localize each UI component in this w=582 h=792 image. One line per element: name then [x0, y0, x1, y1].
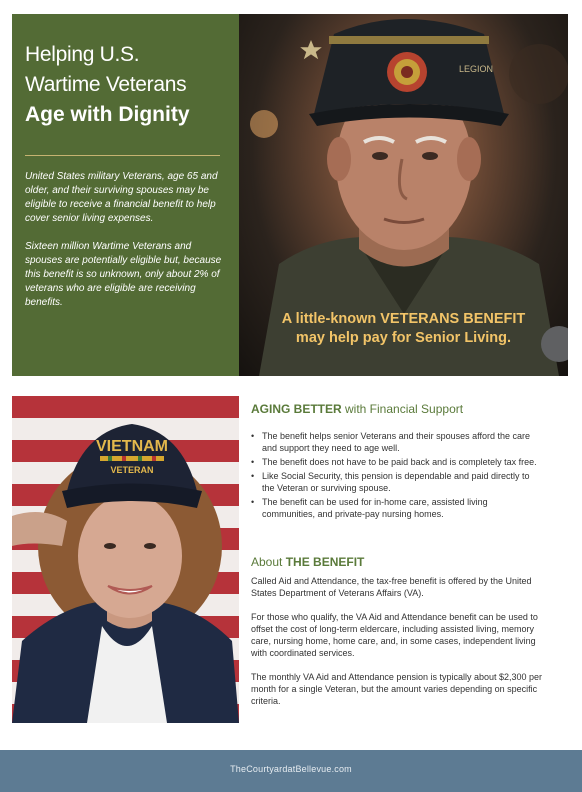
hero-caption: [239, 310, 568, 348]
divider: [25, 155, 220, 156]
title-line-1: Helping U.S.: [25, 43, 140, 66]
list-item: [251, 430, 541, 454]
intro-text: [25, 170, 225, 324]
bullet-icon: •: [251, 471, 255, 481]
about-benefit-heading: [251, 555, 364, 569]
list-item: [251, 496, 541, 520]
benefit-bullet-list: [251, 430, 541, 522]
about-heading-prefix: About: [251, 555, 286, 569]
bullet-text: The benefit helps senior Veterans and their spouses afford the care and support they need to age well.: [262, 431, 531, 453]
bullet-icon: •: [251, 457, 255, 467]
list-item: [251, 456, 541, 468]
list-item: [251, 470, 541, 494]
bullet-text: The benefit does not have to be paid back and is completely tax free.: [262, 457, 537, 467]
hero-caption-line-2: may help pay for Senior Living.: [295, 330, 512, 346]
intro-paragraph-2: Sixteen million Wartime Veterans and spouses are potentially eligible but, because this benefit is so unknown, only about 2% of veterans who are eligible are receiving benefits.: [25, 241, 222, 308]
website-link[interactable]: TheCourtyardatBellevue.com: [230, 764, 352, 774]
aging-better-heading: [251, 402, 463, 416]
about-paragraph-1: Called Aid and Attendance, the tax-free benefit is offered by the United States Department of Veterans Affairs (VA).: [251, 576, 532, 598]
bullet-text: The benefit can be used for in-home care, assisted living communities, and private-pay nursing homes.: [262, 497, 488, 519]
hero-caption-line-1: A little-known VETERANS BENEFIT: [281, 311, 526, 327]
bullet-icon: •: [251, 497, 255, 507]
about-benefit-body: [251, 575, 546, 719]
title-line-3: Age with Dignity: [25, 103, 190, 126]
about-paragraph-3: The monthly VA Aid and Attendance pension is typically about $2,300 per month for a single Veteran, but the amount varies depending on specific criteria.: [251, 672, 543, 706]
bullet-text: Like Social Security, this pension is dependable and paid directly to the Veteran or surviving spouse.: [262, 471, 530, 493]
saluting-veteran-photo: [12, 396, 239, 723]
title-line-2: Wartime Veterans: [25, 73, 187, 96]
veteran-photo: [239, 14, 568, 376]
about-heading-bold: THE BENEFIT: [285, 555, 365, 569]
about-paragraph-2: For those who qualify, the VA Aid and Attendance benefit can be used to offset the cost of long-term eldercare, including assisted living, memory care, nursing home, home care, and, in some cases, independent living with coordinated services.: [251, 612, 538, 658]
cap-text: LEGION: [459, 64, 494, 74]
intro-paragraph-1: United States military Veterans, age 65 and older, and their surviving spouses may be eligible to receive a financial benefit to help cover senior living expenses.: [25, 171, 218, 224]
footer: [0, 750, 582, 792]
bullet-icon: •: [251, 431, 255, 441]
cap-vietnam-text: VIETNAM: [96, 438, 168, 455]
aging-better-heading-rest: with Financial Support: [341, 402, 464, 416]
aging-better-heading-bold: AGING BETTER: [251, 402, 342, 416]
page-title: [25, 40, 230, 130]
cap-veteran-text: VETERAN: [110, 465, 154, 475]
saluting-woman-illustration: [12, 396, 239, 723]
